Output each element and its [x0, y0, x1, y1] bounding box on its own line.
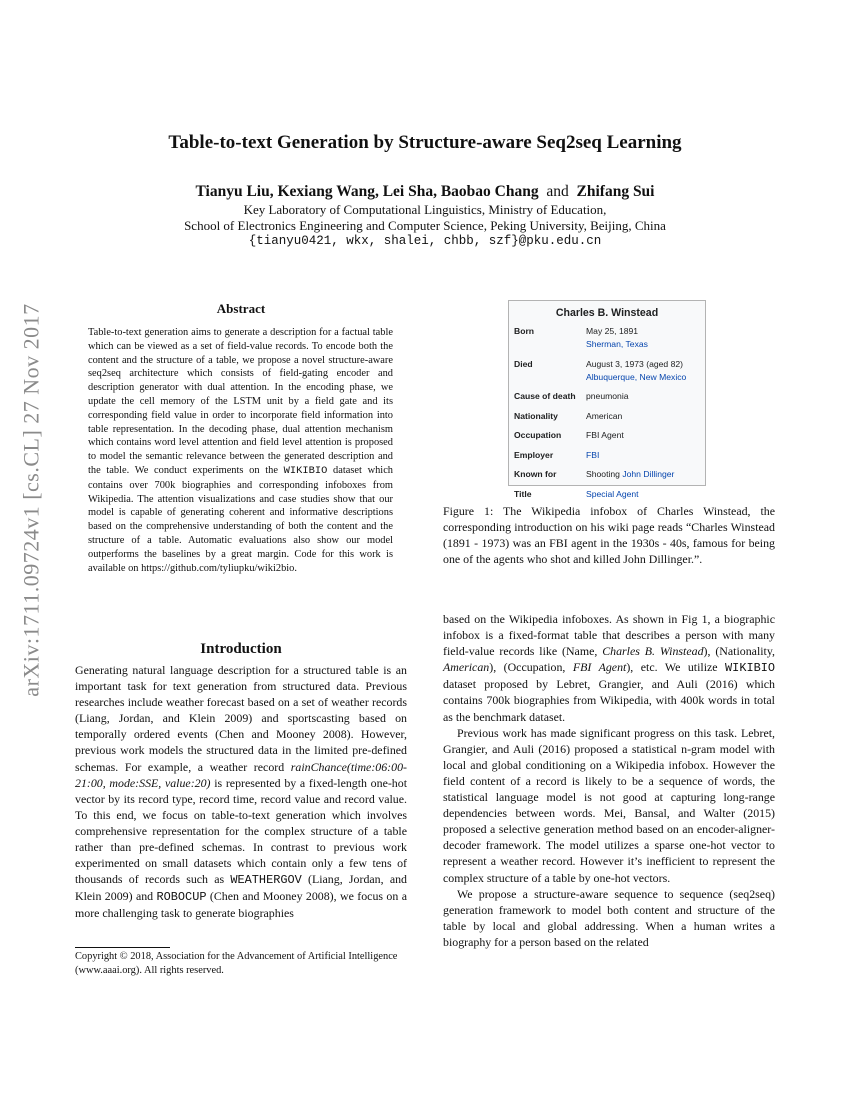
infobox-value-died [586, 358, 701, 384]
infobox-row-cause [513, 390, 701, 403]
introduction-heading: Introduction [200, 641, 282, 657]
known-for-link[interactable]: John Dillinger [622, 469, 675, 479]
author-list [0, 183, 850, 201]
infobox-label-cause: Cause of death [514, 391, 576, 401]
died-date: August 3, 1973 (aged 82) [586, 358, 683, 369]
infobox-label-known-for: Known for [514, 469, 557, 479]
rp1-g: ), etc. We utilize [626, 660, 726, 675]
infobox-value-cause: pneumonia [586, 391, 629, 401]
infobox-row-born [513, 325, 701, 351]
figure-caption: Figure 1: The Wikipedia infobox of Charles Winstead, the corresponding introduction on his wiki page reads “Charles Winstead (1891 - 1973) was an FBI agent in the 1930s - 40s, famous for being one of the agents who shot and killed John Dillinger.”. [443, 504, 775, 566]
rp1-c: ), (Nationality, [703, 644, 775, 659]
intro-text-1: Generating natural language description for a structured table is an important task for text generation from structured data. Previous researches include weather forecast based on a set of weather records (Liang, Jordan, and Klein 2009) and sportscasting based on temporally ordered events (Chen and Mooney 2008). However, previous work models the structured data in the limited pre-defined schemas. For example, a weather record [75, 663, 407, 774]
rp1-e: ), (Occupation, [489, 660, 573, 675]
abstract-part-2: dataset which contains over 700k biographies and corresponding infoboxes from Wikipedia. The attention visualizations and case studies show that our model is capable of generating coherent and informative descriptions based on the comprehensive understanding of both the content and the structure of a table. Automatic evaluations also show our model outperforms the baselines by a great margin. Code for this work is available on https://github.com/tyliupku/wiki2bio. [88, 464, 394, 574]
rp1-occupation-value: FBI Agent [572, 660, 627, 675]
infobox-row-title [513, 488, 701, 501]
infobox-value-known-for [586, 468, 701, 481]
right-paragraph-2: Previous work has made significant progress on this task. Lebret, Grangier, and Auli (2016) proposed a statistical n-gram model with local and global conditioning on a Wikipedia infobox. However the field content of a record is likely to be a sequence of words, the statistical language model is not good at capturing long-range dependencies between words. Mei, Bansal, and Walter (2015) proposed a selective generation method based on an encoder-aligner-decoder framework. The model utilizes a sparse one-hot vector to represent a weather record. However it’s inefficient to represent the complex structure of a table by one-hot vectors. [443, 725, 775, 885]
author-emails: {tianyu0421, wkx, shalei, chbb, szf}@pku.edu.cn [248, 234, 602, 248]
infobox-row-nationality [513, 410, 701, 423]
arxiv-identifier [10, 290, 54, 710]
infobox-row-known-for [513, 468, 701, 481]
born-date: May 25, 1891 [586, 326, 639, 336]
died-place-link[interactable]: Albuquerque, New Mexico [586, 371, 687, 382]
employer-link[interactable]: FBI [586, 449, 600, 460]
copyright-footnote: Copyright © 2018, Association for the Advancement of Artificial Intelligence (www.aaai.org). All rights reserved. [75, 951, 398, 976]
rp1-name-value: Charles B. Winstead [602, 644, 704, 659]
intro-weather-record: rainChance(time:06:00-21:00, mode:SSE, value:20) [75, 759, 407, 790]
infobox-title: Charles B. Winstead [555, 307, 659, 319]
infobox-row-occupation [513, 429, 701, 442]
affiliation-line-1: Key Laboratory of Computational Linguistics, Ministry of Education, [243, 202, 607, 217]
introduction-body [75, 662, 407, 922]
infobox-label-died: Died [514, 358, 533, 369]
authors-and: and [546, 183, 569, 200]
footnote-divider [75, 947, 170, 948]
infobox-label-employer: Employer [514, 449, 554, 460]
infobox-value-nationality: American [586, 410, 623, 421]
intro-text-5: (Liang, Jordan, and Klein 2009) and [75, 872, 407, 904]
arxiv-identifier-text: arXiv:1711.09724v1 [cs.CL] 27 Nov 2017 [19, 303, 44, 697]
right-paragraph-1 [443, 611, 775, 725]
rp1-i: dataset proposed by Lebret, Grangier, and Auli (2016) which contains 700k biographies from Wikipedia, with 400k words in total as the benchmark dataset. [443, 677, 775, 724]
intro-text-7: (Chen and Mooney 2008), we focus on a more challenging task to generate biographies [75, 889, 407, 921]
abstract-heading: Abstract [216, 301, 266, 316]
right-column-body [443, 611, 775, 950]
infobox-row-died [513, 358, 701, 384]
infobox-label-occupation: Occupation [514, 430, 562, 440]
abstract-part-1: Table-to-text generation aims to generate a description for a factual table which can be viewed as a set of field-value records. To encode both the content and the structure of a table, we propose a novel structure-aware seq2seq architecture which consists of field-gating encoder and description generator with dual attention. In the encoding phase, we update the cell memory of the LSTM unit by a field gate and its corresponding field value in order to incorporate field information into table representation. In the decoding phase, dual attention mechanism which contains word level attention and field level attention is proposed to model the semantic relevance between the generated description and the table. We conduct experiments on the [88, 327, 393, 476]
known-for-prefix: Shooting [586, 469, 623, 479]
rp1-a: based on the Wikipedia infoboxes. As shown in Fig 1, a biographic infobox is a fixed-format table that describes a person with many field-value records like (Name, [443, 612, 775, 659]
infobox-value-born [586, 325, 701, 351]
infobox-label-title: Title [514, 488, 532, 499]
intro-robocup: ROBOCUP [156, 890, 207, 905]
right-paragraph-3: We propose a structure-aware sequence to sequence (seq2seq) generation framework to model both content and structure of the table by local and global addressing. When a human writes a biography for a person based on the related [443, 886, 775, 949]
born-place-link[interactable]: Sherman, Texas [586, 339, 648, 349]
infobox-value-occupation: FBI Agent [586, 430, 624, 440]
infobox-label-nationality: Nationality [514, 410, 558, 421]
title-link[interactable]: Special Agent [586, 488, 639, 499]
paper-title: Table-to-text Generation by Structure-aware Seq2seq Learning [168, 132, 682, 153]
intro-text-3: is represented by a fixed-length one-hot vector by its record type, record time, record value and record value. To this end, we focus on table-to-text generation which involves comprehensive representation for the complex structure of a table rather than pre-defined schemas. In contrast to previous work experimented on small datasets which contain only a few tens of thousands of records such as [75, 775, 408, 887]
rp1-nationality-value: American [443, 660, 490, 675]
wikipedia-infobox [508, 300, 706, 499]
abstract-dataset-name: WIKIBIO [283, 464, 328, 477]
rp1-wikibio: WIKIBIO [725, 661, 775, 676]
infobox-row-employer [513, 449, 701, 462]
authors-main: Tianyu Liu, Kexiang Wang, Lei Sha, Baobao Chang [195, 183, 539, 200]
infobox-label-born: Born [514, 326, 535, 336]
authors-last: Zhifang Sui [576, 183, 655, 200]
intro-weathergov: WEATHERGOV [230, 873, 302, 888]
affiliation-line-2: School of Electronics Engineering and Computer Science, Peking University, Beijing, China [184, 218, 666, 233]
abstract-body [88, 326, 393, 575]
